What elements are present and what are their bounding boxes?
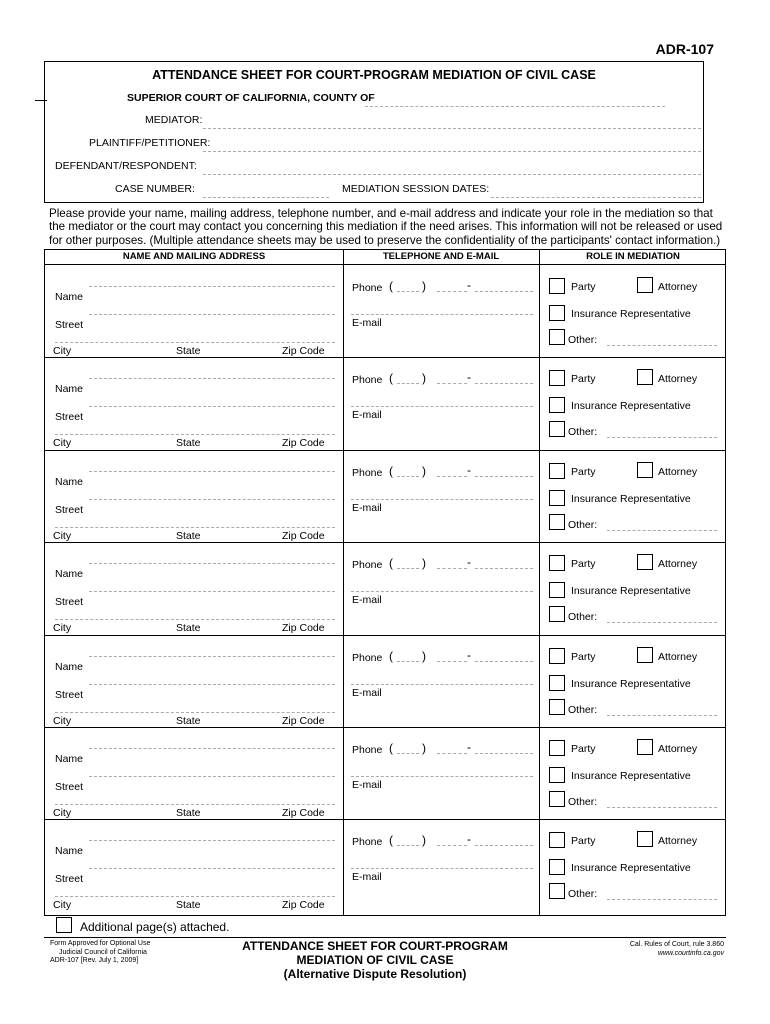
insurance-checkbox[interactable] [549, 582, 565, 598]
street-label: Street [55, 503, 84, 516]
row-divider [45, 357, 725, 358]
defendant-field[interactable] [203, 174, 701, 175]
email-field[interactable] [351, 591, 533, 592]
party-label: Party [571, 743, 596, 755]
other-field[interactable] [607, 437, 717, 438]
mediator-field[interactable] [203, 128, 701, 129]
email-field[interactable] [351, 868, 533, 869]
area-code-field[interactable] [397, 661, 419, 662]
insurance-checkbox[interactable] [549, 397, 565, 413]
state-label: State [176, 899, 201, 912]
zip-label: Zip Code [282, 807, 325, 819]
other-checkbox[interactable] [549, 883, 565, 899]
column-divider [539, 250, 540, 915]
form-title: ATTENDANCE SHEET FOR COURT-PROGRAM MEDIATION OF CIVIL CASE [152, 68, 596, 82]
header-rule [45, 264, 725, 265]
phone-close-paren: ) [422, 648, 426, 663]
insurance-label: Insurance Representative [571, 585, 691, 598]
phone-close-paren: ) [422, 371, 426, 386]
footer-rule [44, 937, 726, 938]
case-number-field[interactable] [203, 197, 329, 198]
city-label: City [53, 529, 72, 542]
plaintiff-label: PLAINTIFF/PETITIONER: [89, 137, 211, 149]
insurance-label: Insurance Representative [571, 862, 691, 875]
email-label: E-mail [352, 686, 382, 699]
attorney-label: Attorney [658, 558, 698, 571]
form-number: ADR-107 [655, 41, 714, 57]
insurance-label: Insurance Representative [571, 770, 691, 782]
attendance-table [44, 249, 726, 916]
city-state-zip-field[interactable] [55, 712, 335, 713]
name-label: Name [55, 753, 84, 765]
insurance-checkbox[interactable] [549, 675, 565, 691]
area-code-field[interactable] [397, 476, 419, 477]
phone-dash: - [467, 832, 471, 847]
email-label: E-mail [352, 409, 382, 422]
instructions-text: Please provide your name, mailing address, telephone number, and e-mail address and indicate your role in the mediation so that the mediator or the court may contact you concerning this mediation if the need arises. This information will not be released or used for other purposes. (Multiple attendance sheets may be used to preserve the confidentiality of the participants' contact information.) [49, 207, 723, 247]
other-label: Other: [568, 426, 598, 439]
session-dates-field[interactable] [491, 197, 701, 198]
name-label: Name [55, 383, 84, 396]
email-label: E-mail [352, 871, 382, 884]
row-divider [45, 819, 725, 820]
party-checkbox[interactable] [549, 278, 565, 294]
attorney-checkbox[interactable] [637, 647, 653, 663]
attorney-label: Attorney [658, 465, 698, 478]
other-field[interactable] [607, 715, 717, 716]
city-state-zip-field[interactable] [55, 527, 335, 528]
other-checkbox[interactable] [549, 606, 565, 622]
street-field[interactable] [89, 684, 335, 685]
phone-prefix-field[interactable] [437, 383, 467, 384]
street-label: Street [55, 319, 84, 331]
row-divider [45, 542, 725, 543]
other-checkbox[interactable] [549, 791, 565, 807]
phone-open-paren: ( [389, 279, 393, 293]
email-field[interactable] [351, 499, 533, 500]
other-label: Other: [568, 611, 598, 624]
name-label: Name [55, 475, 84, 488]
other-label: Other: [568, 334, 598, 346]
phone-dash: - [467, 740, 471, 754]
phone-prefix-field[interactable] [437, 476, 467, 477]
footer-approval [50, 940, 150, 966]
row-divider [45, 727, 725, 728]
name-field[interactable] [89, 471, 335, 472]
county-field[interactable] [365, 106, 665, 107]
email-label: E-mail [352, 594, 382, 607]
phone-dash: - [467, 278, 471, 292]
state-label: State [176, 807, 201, 819]
insurance-label: Insurance Representative [571, 308, 691, 320]
party-checkbox[interactable] [549, 832, 565, 848]
street-label: Street [55, 596, 84, 609]
street-label: Street [55, 688, 84, 701]
footer-rule-citation: Cal. Rules of Court, rule 3.860 [629, 941, 724, 948]
footer-left-line: Judicial Council of California [59, 948, 147, 956]
party-checkbox[interactable] [549, 463, 565, 479]
street-field[interactable] [89, 776, 335, 777]
name-label: Name [55, 845, 84, 858]
phone-close-paren: ) [422, 741, 426, 755]
name-field[interactable] [89, 563, 335, 564]
state-label: State [176, 529, 201, 542]
name-field[interactable] [89, 656, 335, 657]
state-label: State [176, 714, 201, 727]
phone-label: Phone [352, 836, 383, 849]
street-label: Street [55, 411, 84, 424]
attorney-checkbox[interactable] [637, 739, 653, 755]
additional-pages-checkbox[interactable] [56, 917, 72, 933]
name-label: Name [55, 660, 84, 673]
area-code-field[interactable] [397, 753, 419, 754]
phone-open-paren: ( [389, 741, 393, 755]
phone-number-field[interactable] [475, 476, 533, 477]
state-label: State [176, 345, 201, 357]
street-field[interactable] [89, 314, 335, 315]
city-label: City [53, 899, 72, 912]
phone-number-field[interactable] [475, 383, 533, 384]
city-label: City [53, 437, 72, 450]
zip-label: Zip Code [282, 437, 325, 450]
other-checkbox[interactable] [549, 329, 565, 345]
party-checkbox[interactable] [549, 740, 565, 756]
row-divider [45, 450, 725, 451]
other-field[interactable] [607, 622, 717, 623]
phone-number-field[interactable] [475, 568, 533, 569]
city-label: City [53, 622, 72, 635]
street-label: Street [55, 873, 84, 886]
other-label: Other: [568, 888, 598, 901]
other-label: Other: [568, 703, 598, 716]
footer-title-line: MEDIATION OF CIVIL CASE [296, 953, 454, 967]
phone-close-paren: ) [422, 463, 426, 478]
city-label: City [53, 345, 72, 357]
insurance-label: Insurance Representative [571, 400, 691, 413]
other-field[interactable] [607, 345, 717, 346]
phone-dash: - [467, 647, 471, 662]
attorney-checkbox[interactable] [637, 277, 653, 293]
city-state-zip-field[interactable] [55, 342, 335, 343]
phone-open-paren: ( [389, 833, 393, 848]
phone-label: Phone [352, 466, 383, 479]
email-label: E-mail [352, 317, 382, 329]
email-field[interactable] [351, 684, 533, 685]
attorney-checkbox[interactable] [637, 369, 653, 385]
attorney-label: Attorney [658, 650, 698, 663]
city-state-zip-field[interactable] [55, 619, 335, 620]
footer-left-line: Form Approved for Optional Use [50, 940, 151, 947]
phone-open-paren: ( [389, 463, 393, 478]
insurance-checkbox[interactable] [549, 305, 565, 321]
party-label: Party [571, 558, 596, 571]
phone-open-paren: ( [389, 371, 393, 386]
phone-number-field[interactable] [475, 291, 533, 292]
other-field[interactable] [607, 807, 717, 808]
other-checkbox[interactable] [549, 699, 565, 715]
court-label: SUPERIOR COURT OF CALIFORNIA, COUNTY OF [127, 92, 375, 104]
street-field[interactable] [89, 406, 335, 407]
attorney-label: Attorney [658, 373, 698, 386]
area-code-field[interactable] [397, 291, 419, 292]
party-checkbox[interactable] [549, 648, 565, 664]
name-field[interactable] [89, 840, 335, 841]
phone-number-field[interactable] [475, 661, 533, 662]
party-label: Party [571, 373, 596, 386]
phone-label: Phone [352, 282, 383, 294]
phone-open-paren: ( [389, 648, 393, 663]
email-label: E-mail [352, 501, 382, 514]
city-state-zip-field[interactable] [55, 804, 335, 805]
column-divider [343, 250, 344, 915]
city-label: City [53, 714, 72, 727]
additional-pages-label: Additional page(s) attached. [80, 920, 230, 934]
attorney-checkbox[interactable] [637, 554, 653, 570]
insurance-label: Insurance Representative [571, 492, 691, 505]
insurance-checkbox[interactable] [549, 859, 565, 875]
phone-label: Phone [352, 374, 383, 387]
zip-label: Zip Code [282, 529, 325, 542]
party-checkbox[interactable] [549, 555, 565, 571]
case-number-label: CASE NUMBER: [115, 183, 195, 195]
party-label: Party [571, 465, 596, 478]
column-header-role: ROLE IN MEDIATION [586, 251, 680, 262]
footer-website: www.courtinfo.ca.gov [657, 950, 724, 957]
row-divider [45, 635, 725, 636]
party-checkbox[interactable] [549, 370, 565, 386]
column-header-contact: TELEPHONE AND E-MAIL [382, 251, 500, 262]
other-label: Other: [568, 518, 598, 531]
city-label: City [53, 807, 72, 819]
footer-title-line: (Alternative Dispute Resolution) [283, 967, 467, 981]
attorney-label: Attorney [658, 835, 698, 848]
party-label: Party [571, 281, 596, 293]
footer-title-line: ATTENDANCE SHEET FOR COURT-PROGRAM [242, 939, 508, 953]
footer-left-line: ADR-107 [Rev. July 1, 2009] [50, 957, 139, 964]
email-field[interactable] [351, 776, 533, 777]
column-header-name: NAME AND MAILING ADDRESS [122, 251, 266, 262]
attorney-label: Attorney [658, 743, 698, 755]
phone-number-field[interactable] [475, 753, 533, 754]
session-dates-label: MEDIATION SESSION DATES: [342, 183, 490, 195]
footer-title [210, 939, 540, 981]
attorney-checkbox[interactable] [637, 462, 653, 478]
other-label: Other: [568, 796, 598, 808]
margin-tick [35, 100, 47, 101]
phone-close-paren: ) [422, 556, 426, 571]
other-field[interactable] [607, 899, 717, 900]
footer-rules [630, 940, 724, 958]
street-label: Street [55, 781, 84, 793]
phone-dash: - [467, 462, 471, 477]
email-label: E-mail [352, 779, 382, 791]
name-field[interactable] [89, 378, 335, 379]
phone-prefix-field[interactable] [437, 753, 467, 754]
attorney-label: Attorney [658, 281, 698, 293]
phone-prefix-field[interactable] [437, 568, 467, 569]
phone-prefix-field[interactable] [437, 845, 467, 846]
phone-prefix-field[interactable] [437, 291, 467, 292]
state-label: State [176, 622, 201, 635]
name-field[interactable] [89, 748, 335, 749]
name-field[interactable] [89, 286, 335, 287]
plaintiff-field[interactable] [203, 151, 701, 152]
zip-label: Zip Code [282, 714, 325, 727]
party-label: Party [571, 650, 596, 663]
phone-label: Phone [352, 559, 383, 572]
phone-number-field[interactable] [475, 845, 533, 846]
street-field[interactable] [89, 591, 335, 592]
area-code-field[interactable] [397, 568, 419, 569]
insurance-label: Insurance Representative [571, 677, 691, 690]
case-header-box [44, 61, 704, 203]
state-label: State [176, 437, 201, 450]
party-label: Party [571, 835, 596, 848]
other-field[interactable] [607, 530, 717, 531]
area-code-field[interactable] [397, 383, 419, 384]
phone-dash: - [467, 370, 471, 385]
defendant-label: DEFENDANT/RESPONDENT: [55, 160, 197, 172]
area-code-field[interactable] [397, 845, 419, 846]
phone-open-paren: ( [389, 556, 393, 571]
insurance-checkbox[interactable] [549, 767, 565, 783]
zip-label: Zip Code [282, 899, 325, 912]
other-checkbox[interactable] [549, 514, 565, 530]
name-label: Name [55, 291, 84, 303]
email-field[interactable] [351, 314, 533, 315]
email-field[interactable] [351, 406, 533, 407]
name-label: Name [55, 568, 84, 581]
phone-label: Phone [352, 651, 383, 664]
city-state-zip-field[interactable] [55, 896, 335, 897]
street-field[interactable] [89, 499, 335, 500]
zip-label: Zip Code [282, 622, 325, 635]
phone-dash: - [467, 555, 471, 570]
phone-prefix-field[interactable] [437, 661, 467, 662]
mediator-label: MEDIATOR: [145, 114, 203, 126]
phone-label: Phone [352, 744, 383, 756]
phone-close-paren: ) [422, 833, 426, 848]
attorney-checkbox[interactable] [637, 831, 653, 847]
insurance-checkbox[interactable] [549, 490, 565, 506]
other-checkbox[interactable] [549, 421, 565, 437]
city-state-zip-field[interactable] [55, 434, 335, 435]
street-field[interactable] [89, 868, 335, 869]
zip-label: Zip Code [282, 345, 325, 357]
phone-close-paren: ) [422, 279, 426, 293]
